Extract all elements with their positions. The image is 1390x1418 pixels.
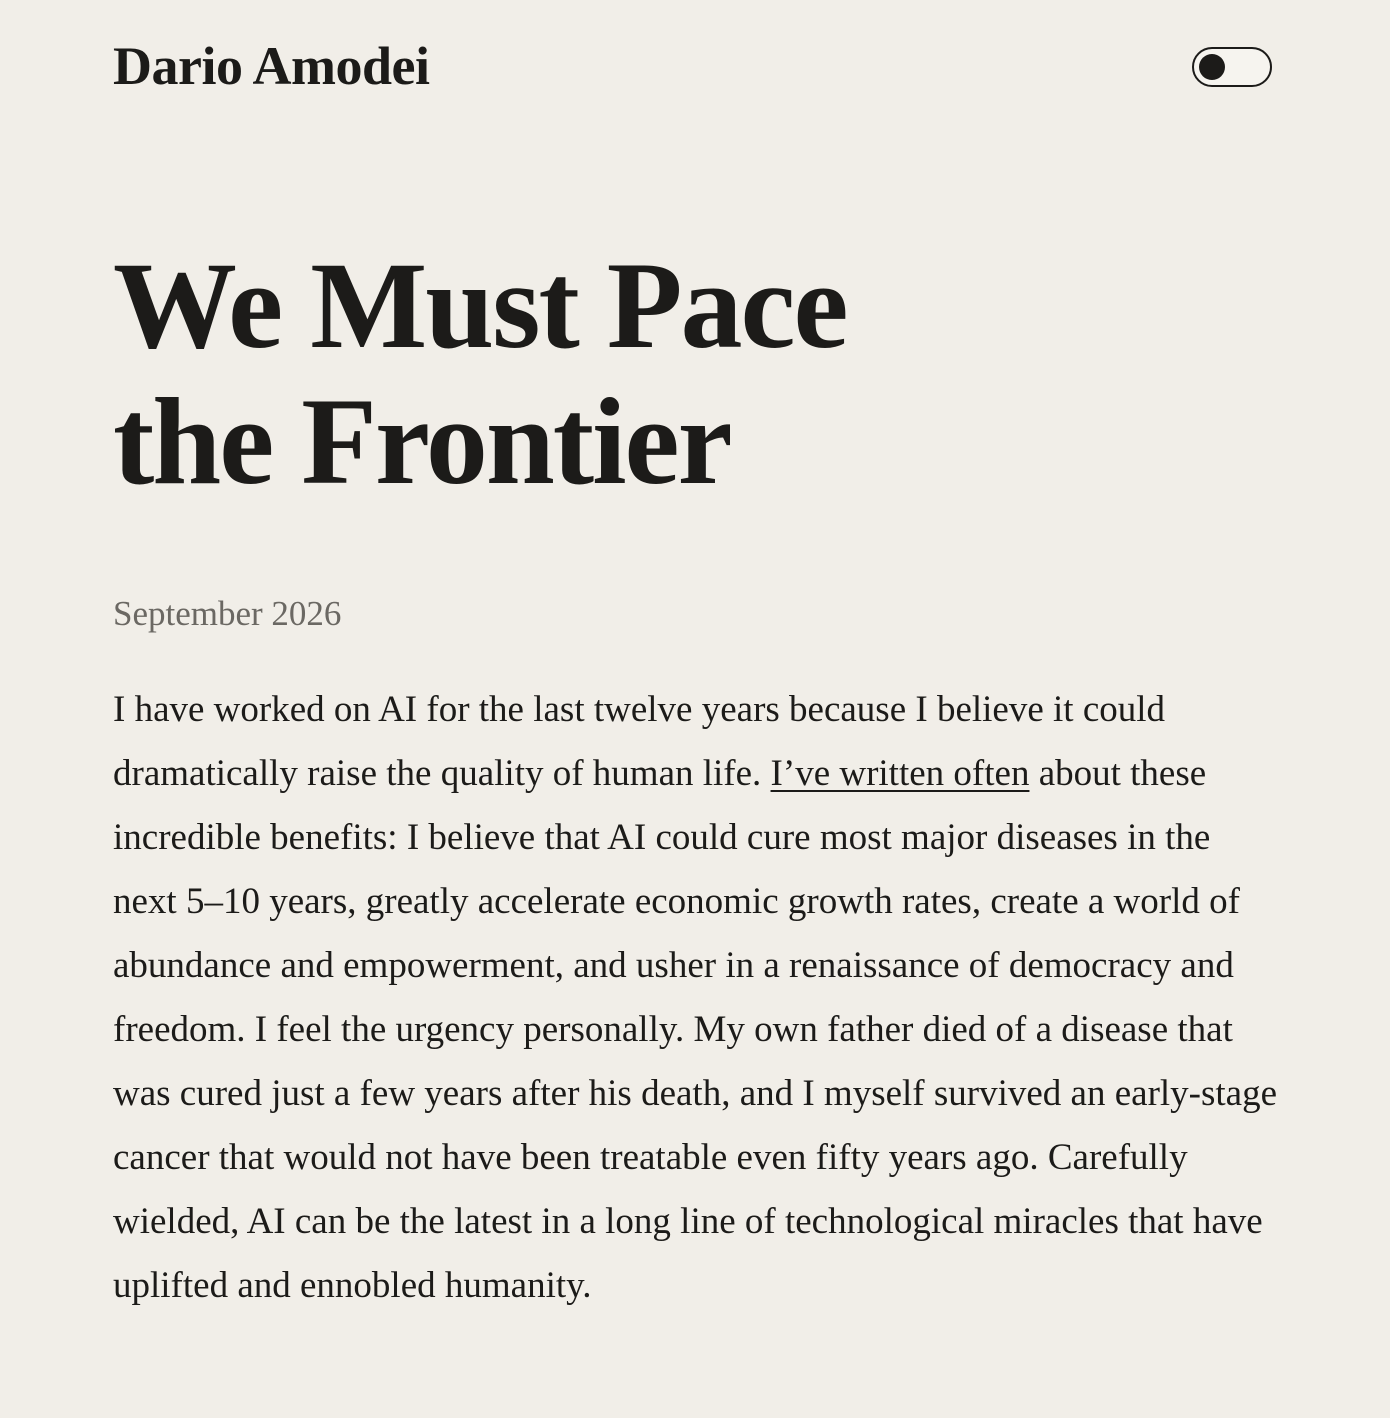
paragraph-text-before-link: I have worked on AI for the last twelve years because I believe it could dramatically raise the quality of human life. [113,689,1166,794]
article-title [113,238,1013,510]
theme-toggle-switch[interactable] [1192,47,1272,87]
site-header [0,0,1390,130]
article-date: September 2026 [113,594,342,633]
article-title-line-2: the Frontier [113,373,731,510]
article-title-line-1: We Must Pace [113,237,847,374]
article-paragraph [113,678,1278,1318]
ive-written-often-link[interactable]: I’ve written often [770,753,1030,794]
toggle-switch-icon [1199,54,1225,80]
paragraph-text-after-link: about these incredible benefits: I believe that AI could cure most major diseases in the next 5–10 years, greatly accelerate economic growth rates, create a world of abundance and empowerment, and usher in a renaissance of democracy and freedom. I feel the urgency personally. My own father died of a disease that was cured just a few years after his death, and I myself survived an early-stage cancer that would not have been treatable even fifty years ago. Carefully wielded, AI can be the latest in a long line of technological miracles that have uplifted and ennobled humanity. [113,753,1278,1306]
site-name-link[interactable]: Dario Amodei [113,36,430,96]
